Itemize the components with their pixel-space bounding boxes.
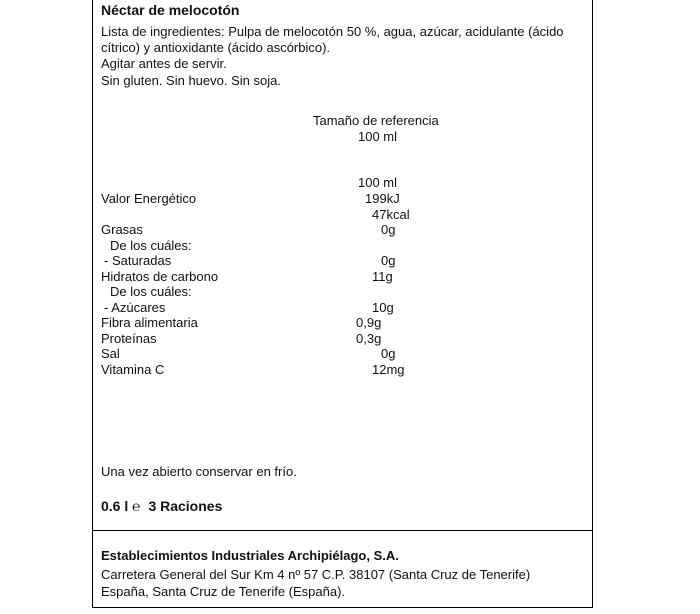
nutrient-value: 0,3g [356, 331, 382, 346]
nutrient-label: Grasas [101, 222, 143, 237]
nutrient-value: 11g [372, 269, 393, 284]
nutrient-label: - Saturadas [104, 253, 172, 268]
servings-count: 3 Raciones [148, 498, 223, 514]
nutrient-label: Sal [101, 346, 120, 361]
nutrient-value: 0g [381, 346, 396, 361]
net-quantity [101, 498, 222, 514]
product-title: Néctar de melocotón [101, 2, 240, 18]
reference-size-value: 100 ml [358, 129, 398, 144]
company-name: Establecimientos Industriales Archipiélago, S.A. [101, 548, 399, 563]
nutrient-value: 199kJ [365, 191, 400, 206]
nutrient-value: 0g [381, 253, 396, 268]
reference-size-label: Tamaño de referencia [313, 113, 439, 128]
storage-instruction: Una vez abierto conservar en frío. [101, 464, 297, 479]
nutrient-value: 0g [381, 222, 396, 237]
nutrient-value: 10g [372, 300, 394, 315]
nutrient-label: Proteínas [101, 331, 157, 346]
nutrient-label: Fibra alimentaria [101, 315, 198, 330]
nutrient-value: 12mg [372, 362, 405, 377]
nutrient-label: - Azúcares [104, 300, 166, 315]
nutrient-value: 0,9g [356, 315, 382, 330]
serving-instruction: Agitar antes de servir. [101, 56, 227, 71]
allergen-statement: Sin gluten. Sin huevo. Sin soja. [101, 73, 281, 88]
nutrient-label: Vitamina C [101, 362, 165, 377]
estimated-sign-icon: ℮ [132, 498, 141, 514]
nutrition-column-header: 100 ml [358, 175, 398, 190]
ingredients-line-2: cítrico) y antioxidante (ácido ascórbico). [101, 40, 331, 55]
label-frame [92, 0, 593, 608]
nutrient-value: 47kcal [372, 207, 410, 222]
company-address-line-1: Carretera General del Sur Km 4 nº 57 C.P. 38107 (Santa Cruz de Tenerife) [101, 567, 531, 582]
divider [92, 530, 593, 531]
nutrient-label: De los cuáles: [110, 284, 192, 299]
nutrient-label: De los cuáles: [110, 238, 192, 253]
nutrient-label: Valor Energético [101, 191, 197, 206]
nutrient-label: Hidratos de carbono [101, 269, 219, 284]
ingredients-line-1: Lista de ingredientes: Pulpa de melocotón 50 %, agua, azúcar, acidulante (ácido [101, 24, 564, 39]
company-address-line-2: España, Santa Cruz de Tenerife (España). [101, 584, 346, 599]
net-volume: 0.6 l [101, 498, 129, 514]
